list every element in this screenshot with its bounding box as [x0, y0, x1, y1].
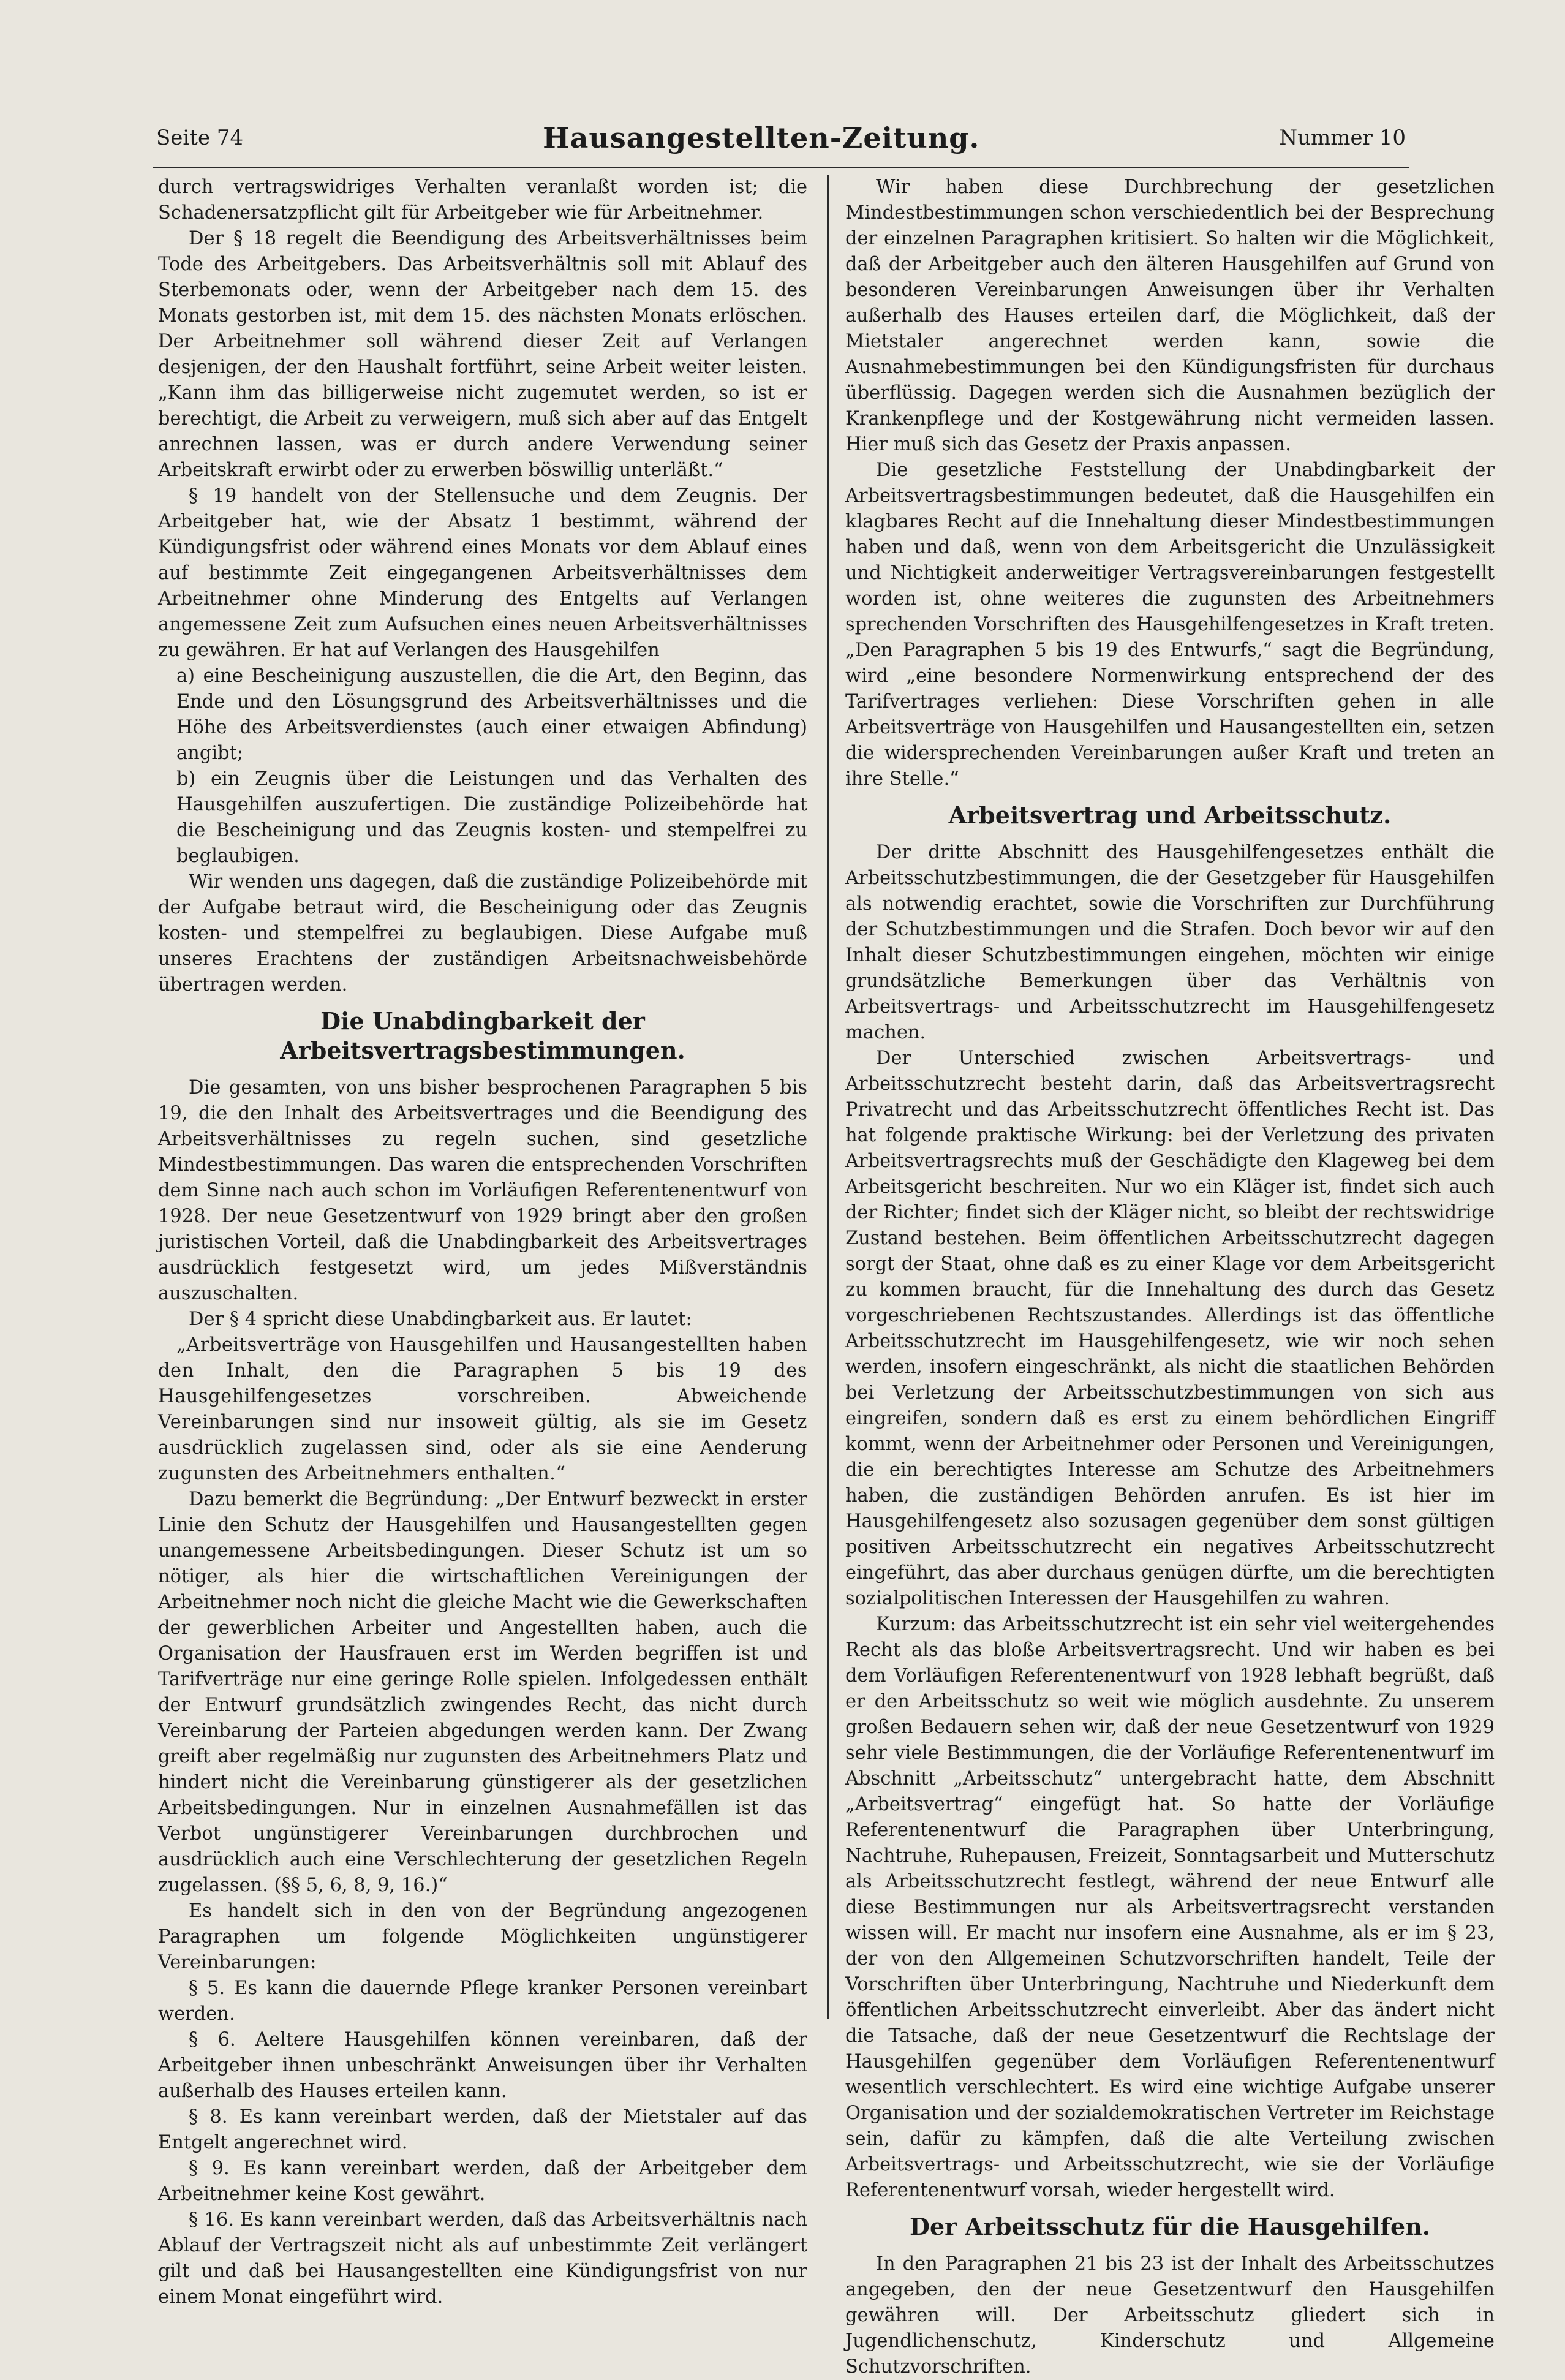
- paragraph: Wir haben diese Durchbrechung der gesetzlichen Mindestbestimmungen schon verschiedentlich bei der Besprechung der einzelnen Paragraphen kritisiert. So halten wir die Möglichkeit, daß der Arbeitgeber auch den älteren Hausgehilfen auf Grund von besonderen Vereinbarungen Anweisungen über ihr Verhalten außerhalb des Hauses erteilen darf, die Möglichkeit, daß der Mietstaler angerechnet werden kann, sowie die Ausnahmebestimmungen bei den Kündigungsfristen für durchaus überflüssig. Dagegen werden sich die Ausnahmen bezüglich der Krankenpflege und der Kostgewährung nicht vermeiden lassen. Hier muß sich das Gesetz der Praxis anpassen.: [845, 176, 1495, 455]
- right-column: [845, 175, 1495, 2378]
- list-item: a) eine Bescheinigung auszustellen, die die Art, den Beginn, das Ende und den Lösungsgrund des Arbeitsverhältnisses und die Höhe des Arbeitsverdienstes (auch einer etwaigen Abfindung) angibt;: [176, 665, 807, 764]
- section-heading: Arbeitsvertrag und Arbeitsschutz.: [948, 801, 1392, 829]
- paragraph: § 16. Es kann vereinbart werden, daß das Arbeitsverhältnis nach Ablauf der Vertragszeit nicht als auf unbestimmte Zeit verlängert gilt und daß bei Hausangestellten eine Kündigungsfrist von nur einem Monat eingeführt wird.: [158, 2209, 807, 2308]
- column-divider: [827, 175, 829, 2019]
- paragraph: § 9. Es kann vereinbart werden, daß der Arbeitgeber dem Arbeitnehmer keine Kost gewährt.: [158, 2158, 807, 2205]
- paragraph: Kurzum: das Arbeitsschutzrecht ist ein sehr viel weitergehendes Recht als das bloße Arbeitsvertragsrecht. Und wir haben es bei dem Vorläufigen Referentenentwurf von 1928 lebhaft begrüßt, daß er den Arbeitsschutz so weit wie möglich ausdehnte. Zu unserem großen Bedauern sehen wir, daß der neue Gesetzentwurf von 1929 sehr viele Bestimmungen, die der Vorläufige Referentenentwurf im Abschnitt „Arbeitsschutz“ untergebracht hatte, dem Abschnitt „Arbeitsvertrag“ eingefügt hat. So hatte der Vorläufige Referentenentwurf die Paragraphen über Unterbringung, Nachtruhe, Ruhepausen, Freizeit, Sonntagsarbeit und Mutterschutz als Arbeitsschutzrecht festlegt, während der neue Entwurf alle diese Bestimmungen nur als Arbeitsvertragsrecht verstanden wissen will. Er macht nur insofern eine Ausnahme, als er im § 23, der von den Allgemeinen Schutzvorschriften handelt, Teile der Vorschriften über Unterbringung, Nachtruhe und Niederkunft dem öffentlichen Arbeitsschutzrecht einverleibt. Aber das ändert nicht die Tatsache, daß der neue Gesetzentwurf die Rechtslage der Hausgehilfen gegenüber dem Vorläufigen Referentenentwurf wesentlich verschlechtert. Es wird eine wichtige Aufgabe unserer Organisation und der sozialdemokratischen Vertreter im Reichstage sein, dafür zu kämpfen, daß die alte Verteilung zwischen Arbeitsvertrags- und Arbeitsschutzrecht, wie sie der Vorläufige Referentenentwurf vorsah, wieder hergestellt wird.: [845, 1614, 1495, 2201]
- page-header: [156, 113, 1406, 162]
- paragraph: durch vertragswidriges Verhalten veranlaßt worden ist; die Schadenersatzpflicht gilt für Arbeitgeber wie für Arbeitnehmer.: [158, 176, 807, 224]
- section-heading: Die Unabdingbarkeit der Arbeitsvertragsbestimmungen.: [280, 1007, 685, 1064]
- issue-number: Nummer 10: [1279, 126, 1406, 150]
- paragraph: Der dritte Abschnitt des Hausgehilfengesetzes enthält die Arbeitsschutzbestimmungen, die der Gesetzgeber für Hausgehilfen als notwendig erachtet, sowie die Vorschriften zur Durchführung der Schutzbestimmungen und die Strafen. Doch bevor wir auf den Inhalt dieser Schutzbestimmungen eingehen, möchten wir einige grundsätzliche Bemerkungen über das Verhältnis von Arbeitsvertrags- und Arbeitsschutzrecht im Hausgehilfengesetz machen.: [845, 842, 1495, 1043]
- paragraph: Es handelt sich in den von der Begründung angezogenen Paragraphen um folgende Möglichkeiten ungünstigerer Vereinbarungen:: [158, 1900, 807, 1973]
- paragraph: In den Paragraphen 21 bis 23 ist der Inhalt des Arbeitsschutzes angegeben, den der neue Gesetzentwurf den Hausgehilfen gewähren will. Der Arbeitsschutz gliedert sich in Jugendlichenschutz, Kinderschutz und Allgemeine Schutzvorschriften.: [845, 2253, 1495, 2378]
- paragraph: Dazu bemerkt die Begründung: „Der Entwurf bezweckt in erster Linie den Schutz der Hausgehilfen und Hausangestellten gegen unangemessene Arbeitsbedingungen. Dieser Schutz ist um so nötiger, als hier die wirtschaftlichen Vereinigungen der Arbeitnehmer noch nicht die gleiche Macht wie die Gewerkschaften der gewerblichen Arbeiter und Angestellten haben, auch die Organisation der Hausfrauen erst im Werden begriffen ist und Tarifverträge nur eine geringe Rolle spielen. Infolgedessen enthält der Entwurf grundsätzlich zwingendes Recht, das nicht durch Vereinbarung der Parteien abgedungen werden kann. Der Zwang greift aber regelmäßig nur zugunsten des Arbeitnehmers Platz und hindert nicht die Vereinbarung günstigerer als der gesetzlichen Arbeitsbedingungen. Nur in einzelnen Ausnahmefällen ist das Verbot ungünstigerer Vereinbarungen durchbrochen und ausdrücklich auch eine Verschlechterung der gesetzlichen Regeln zugelassen. (§§ 5, 6, 8, 9, 16.)“: [158, 1489, 807, 1896]
- section-heading: Der Arbeitsschutz für die Hausgehilfen.: [910, 2213, 1430, 2240]
- paragraph: § 19 handelt von der Stellensuche und dem Zeugnis. Der Arbeitgeber hat, wie der Absatz 1 bestimmt, während der Kündigungsfrist oder während eines Monats vor dem Ablauf eines auf bestimmte Zeit eingegangenen Arbeitsverhältnisses dem Arbeitnehmer ohne Minderung des Entgelts auf Verlangen angemessene Zeit zum Aufsuchen eines neuen Arbeitsverhältnisses zu gewähren. Er hat auf Verlangen des Hausgehilfen: [158, 485, 807, 661]
- quotation: „Arbeitsverträge von Hausgehilfen und Hausangestellten haben den Inhalt, den die Paragraphen 5 bis 19 des Hausgehilfengesetzes vorschreiben. Abweichende Vereinbarungen sind nur insoweit gültig, als sie im Gesetz ausdrücklich zugelassen sind, oder als sie eine Aenderung zugunsten des Arbeitnehmers enthalten.“: [158, 1334, 807, 1484]
- list-item: b) ein Zeugnis über die Leistungen und das Verhalten des Hausgehilfen auszufertigen. Die zuständige Polizeibehörde hat die Bescheinigung und das Zeugnis kosten- und stempelfrei zu beglaubigen.: [176, 768, 807, 867]
- paragraph: § 5. Es kann die dauernde Pflege kranker Personen vereinbart werden.: [158, 1978, 807, 2025]
- left-column: [158, 175, 807, 2308]
- paragraph: Der § 4 spricht diese Unabdingbarkeit aus. Er lautet:: [189, 1309, 692, 1330]
- paragraph: § 8. Es kann vereinbart werden, daß der Mietstaler auf das Entgelt angerechnet wird.: [158, 2106, 807, 2153]
- paragraph: Der § 18 regelt die Beendigung des Arbeitsverhältnisses beim Tode des Arbeitgebers. Das Arbeitsverhältnis soll mit Ablauf des Sterbemonats oder, wenn der Arbeitgeber nach dem 15. des Monats gestorben ist, mit dem 15. des nächsten Monats erlöschen. Der Arbeitnehmer soll während dieser Zeit auf Verlangen desjenigen, der den Haushalt fortführt, seine Arbeit weiter leisten. „Kann ihm das billigerweise nicht zugemutet werden, so ist er berechtigt, die Arbeit zu verweigern, muß sich aber auf das Entgelt anrechnen lassen, was er durch andere Verwendung seiner Arbeitskraft erwirbt oder zu erwerben böswillig unterläßt.“: [158, 228, 807, 481]
- paragraph: Die gesetzliche Feststellung der Unabdingbarkeit der Arbeitsvertragsbestimmungen bedeutet, daß die Hausgehilfen ein klagbares Recht auf die Innehaltung dieser Mindestbestimmungen haben und daß, wenn von dem Arbeitsgericht die Unzulässigkeit und Nichtigkeit anderweitiger Vertragsvereinbarungen festgestellt worden ist, ohne weiteres die zugunsten des Arbeitnehmers sprechenden Vorschriften des Hausgehilfengesetzes in Kraft treten. „Den Paragraphen 5 bis 19 des Entwurfs,“ sagt die Begründung, wird „eine besondere Normenwirkung entsprechend der des Tarifvertrages verliehen: Diese Vorschriften gehen in alle Arbeitsverträge von Hausgehilfen und Hausangestellten ein, setzen die widersprechenden Vereinbarungen außer Kraft und treten an ihre Stelle.“: [845, 459, 1495, 790]
- paragraph: Wir wenden uns dagegen, daß die zuständige Polizeibehörde mit der Aufgabe betraut wird, die Bescheinigung oder das Zeugnis kosten- und stempelfrei zu beglaubigen. Diese Aufgabe muß unseres Erachtens der zuständigen Arbeitsnachweisbehörde übertragen werden.: [158, 871, 807, 995]
- page-number: Seite 74: [156, 126, 244, 150]
- paragraph: Der Unterschied zwischen Arbeitsvertrags- und Arbeitsschutzrecht besteht darin, daß das Arbeitsvertragsrecht Privatrecht und das Arbeitsschutzrecht öffentliches Recht ist. Das hat folgende praktische Wirkung: bei der Verletzung des privaten Arbeitsvertragsrechts muß der Geschädigte den Klageweg bei dem Arbeitsgericht beschreiten. Nur wo ein Kläger ist, findet sich auch der Richter; findet sich der Kläger nicht, so bleibt der rechtswidrige Zustand bestehen. Beim öffentlichen Arbeitsschutzrecht dagegen sorgt der Staat, ohne daß es zu einer Klage vor dem Arbeitsgericht zu kommen braucht, für die Innehaltung des durch das Gesetz vorgeschriebenen Rechtszustandes. Allerdings ist das öffentliche Arbeitsschutzrecht im Hausgehilfengesetz, wie wir noch sehen werden, insofern eingeschränkt, als nicht die staatlichen Behörden bei Verletzung der Arbeitsschutzbestimmungen von sich aus eingreifen, sondern daß es erst zu einem behördlichen Eingriff kommt, wenn der Arbeitnehmer oder Personen und Vereinigungen, die ein berechtigtes Interesse am Schutze des Arbeitnehmers haben, die zuständigen Behörden anrufen. Es ist hier im Hausgehilfengesetz also sozusagen gegenüber dem sonst gültigen positiven Arbeitsschutzrecht ein negatives Arbeitsschutzrecht eingeführt, das aber durchaus genügen dürfte, um die berechtigten sozialpolitischen Interessen der Hausgehilfen zu wahren.: [845, 1048, 1495, 1609]
- paragraph: Die gesamten, von uns bisher besprochenen Paragraphen 5 bis 19, die den Inhalt des Arbeitsvertrages und die Beendigung des Arbeitsverhältnisses zu regeln suchen, sind gesetzliche Mindestbestimmungen. Das waren die entsprechenden Vorschriften dem Sinne nach auch schon im Vorläufigen Referentenentwurf von 1928. Der neue Gesetzentwurf von 1929 bringt aber den großen juristischen Vorteil, daß die Unabdingbarkeit des Arbeitsvertrages ausdrücklich festgesetzt wird, um jedes Mißverständnis auszuschalten.: [158, 1077, 807, 1304]
- newspaper-title: Hausangestellten-Zeitung.: [543, 121, 980, 154]
- paragraph: § 6. Aeltere Hausgehilfen können vereinbaren, daß der Arbeitgeber ihnen unbeschränkt Anweisungen über ihr Verhalten außerhalb des Hauses erteilen kann.: [158, 2029, 807, 2102]
- header-rule: [153, 167, 1409, 168]
